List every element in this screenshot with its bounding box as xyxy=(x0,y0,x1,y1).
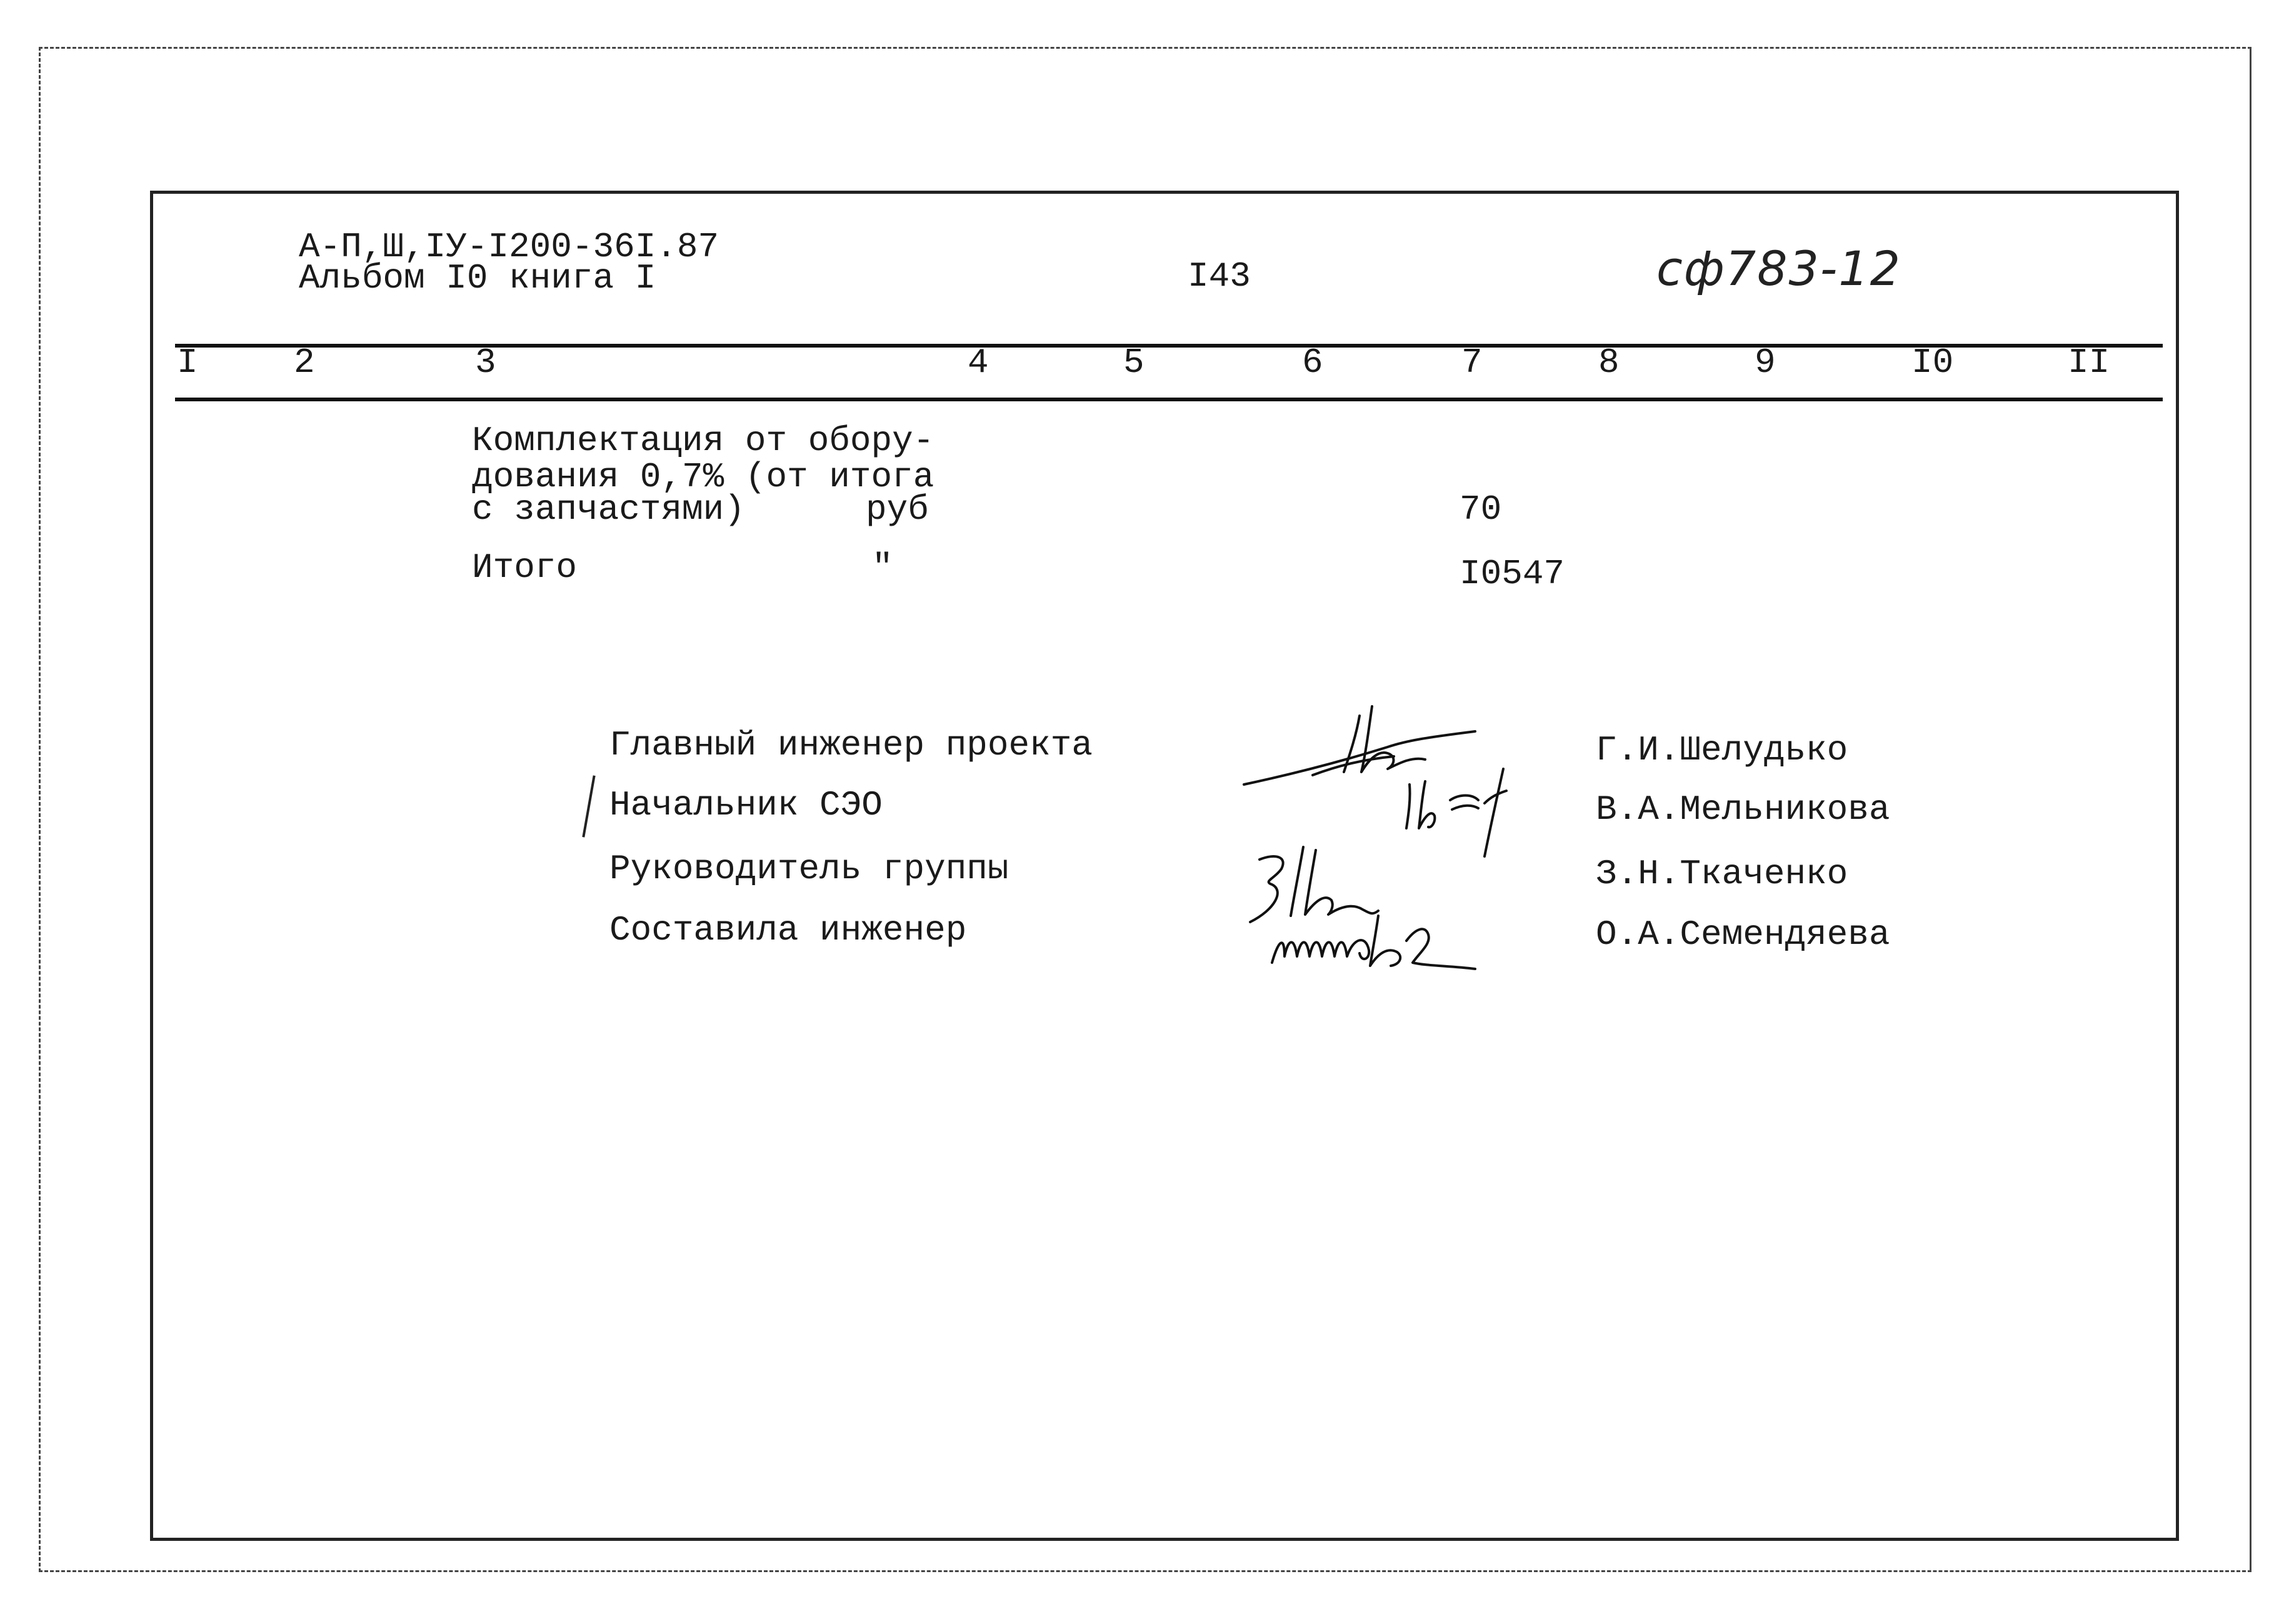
column-number: 7 xyxy=(1461,343,1483,383)
column-number: 8 xyxy=(1598,343,1620,383)
signatory-name: О.А.Семендяева xyxy=(1596,915,1890,955)
column-number: 9 xyxy=(1755,343,1776,383)
row-description-line: Комплектация от обору- xyxy=(472,421,934,461)
signature-compiler xyxy=(1263,903,1488,978)
signatory-name: Г.И.Шелудько xyxy=(1596,730,1848,770)
signatory-title: Руководитель группы xyxy=(609,849,1009,889)
column-number: 5 xyxy=(1123,343,1144,383)
row-description-line: дования 0,7% (от итога xyxy=(472,457,934,497)
row-unit: руб xyxy=(866,489,929,529)
row-value: I0547 xyxy=(1460,554,1565,594)
row-description-line: Итого xyxy=(472,548,578,588)
row-value: 70 xyxy=(1460,489,1502,529)
page-number: I43 xyxy=(1188,256,1251,296)
album-label: Альбом I0 книга I xyxy=(299,258,656,298)
column-number: 3 xyxy=(475,343,496,383)
document-frame xyxy=(150,191,2179,1541)
signatory-name: З.Н.Ткаченко xyxy=(1596,854,1848,894)
column-number: I xyxy=(177,343,198,383)
row-unit: " xyxy=(872,548,893,588)
document-code: А-П,Ш,IУ-I200-36I.87 xyxy=(299,227,719,267)
column-number: I0 xyxy=(1911,343,1954,383)
signatory-title: Начальник СЭО xyxy=(609,785,883,825)
column-number: 6 xyxy=(1302,343,1323,383)
column-number: 4 xyxy=(968,343,989,383)
header-bottom-rule xyxy=(175,398,2163,401)
column-number: 2 xyxy=(294,343,315,383)
signature-seo-head xyxy=(1397,766,1522,860)
signatory-title: Составила инженер xyxy=(609,910,967,950)
header-top-rule xyxy=(175,344,2163,348)
signatory-title: Главный инженер проекта xyxy=(609,725,1093,765)
signatory-name: В.А.Мельникова xyxy=(1596,789,1890,830)
sheet-code: сф783-12 xyxy=(1656,241,1901,296)
row-description-line: с запчастями) xyxy=(472,489,745,529)
column-number: II xyxy=(2068,343,2110,383)
